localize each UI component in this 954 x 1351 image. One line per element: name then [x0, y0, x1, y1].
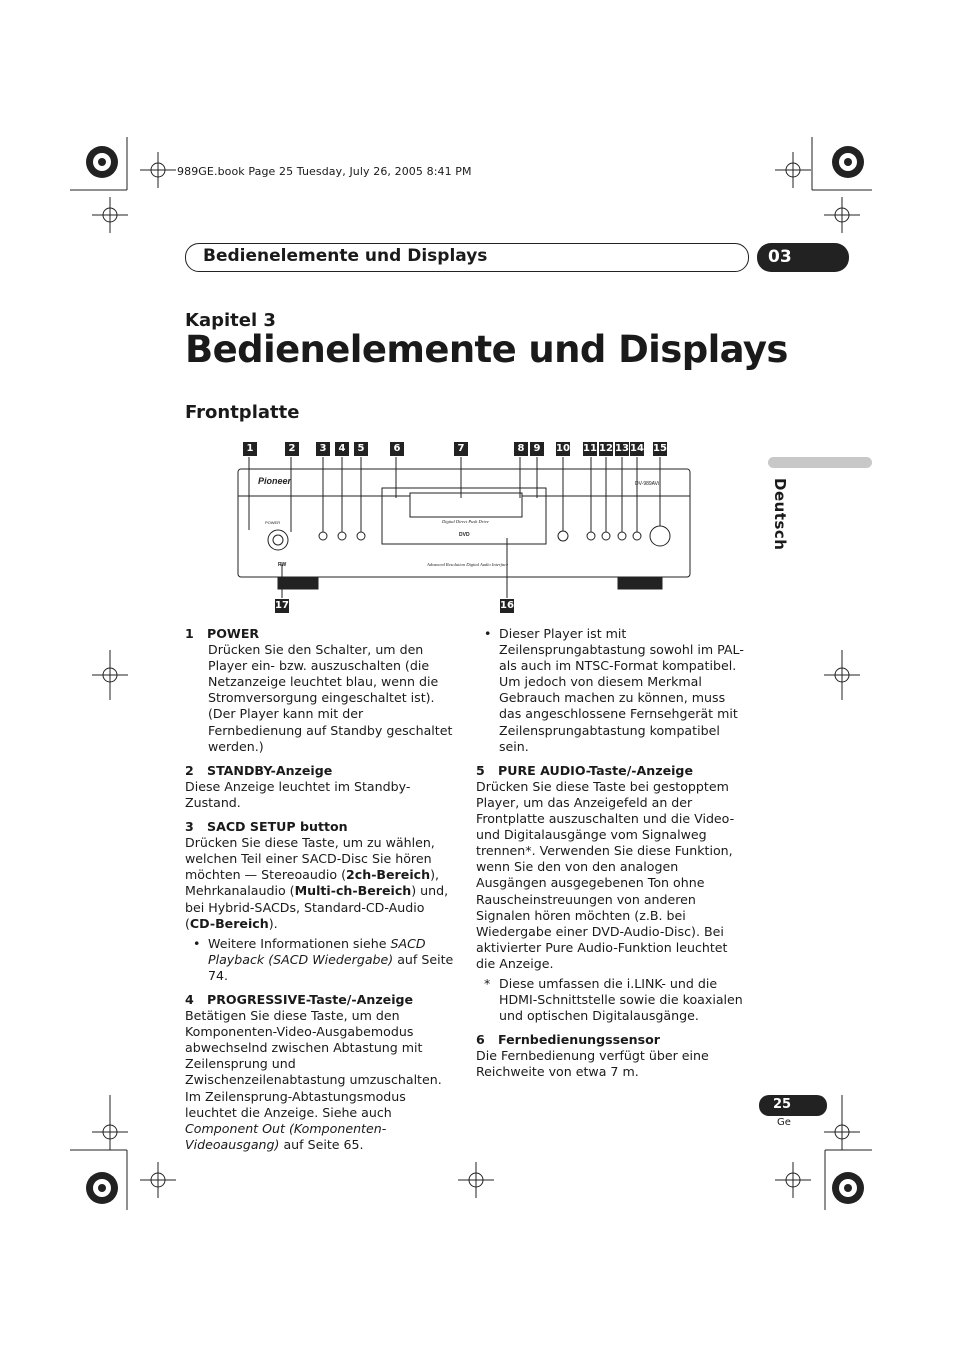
item-title: Fernbedienungssensor: [498, 1032, 661, 1048]
item-number: 4: [185, 991, 194, 1007]
header-title: Bedienelemente und Displays: [203, 246, 488, 266]
front-panel-drawing: [230, 438, 700, 618]
item-number: 5: [476, 762, 485, 778]
callout-14: 14: [630, 443, 644, 454]
front-panel-figure: [230, 438, 700, 618]
callout-5: 5: [354, 442, 368, 456]
callout-7: 7: [454, 442, 468, 456]
callout-17: 17: [275, 600, 289, 611]
item-body: Betätigen Sie diese Taste, um den Komponenten-Video-Ausgabemodus abwechselnd zwischen Abtastung mit Zeilensprung und Zwischenzeilenabtastung umzuschalten. Im Zeilensprung-Abtastungsmodus leuchtet die Anzeige. Siehe auch Component Out (Komponenten-Videoausgang) auf Seite 65.: [185, 1008, 442, 1152]
item-body: Drücken Sie den Schalter, um den Player ein- bzw. auszuschalten (die Netzanzeige leuchtet blau, wenn die Stromversorgung eingeschaltet ist). (Der Player kann mit der Fernbedienung auf Standby geschaltet werden.): [208, 642, 453, 754]
item-title: PURE AUDIO-Taste/-Anzeige: [498, 762, 693, 778]
item-number: 6: [476, 1032, 485, 1048]
language-tab: [768, 457, 872, 468]
compat-bullet: • Dieser Player ist mit Zeilensprungabtastung sowohl im PAL- als auch im NTSC-Format kompatibel. Um jedoch von diesem Merkmal Gebrauch machen zu können, muss das angeschlossene Fernsehgerät mit Zeilensprungabtastung kompatibel sein.: [484, 626, 744, 754]
section-title: Frontplatte: [185, 402, 300, 423]
callout-1: 1: [243, 442, 257, 456]
callout-13: 13: [615, 443, 629, 454]
tray-text: Digital Direct Push Drive: [442, 519, 489, 524]
item-body: Drücken Sie diese Taste, um zu wählen, welchen Teil einer SACD-Disc Sie hören möchten — Stereoaudio (2ch-Bereich), Mehrkanalaudio (Multi-ch-Bereich) und, bei Hybrid-SACDs, Standard-CD-Audio (CD-Bereich).: [185, 835, 449, 931]
item-body: Diese Anzeige leuchtet im Standby-Zustand.: [185, 778, 411, 810]
chapter-label: Kapitel 3: [185, 310, 276, 331]
dvd-logo: DVD: [459, 532, 470, 538]
page-title: Bedienelemente und Displays: [185, 328, 788, 371]
callout-2: 2: [285, 442, 299, 456]
item-number: 1: [185, 626, 194, 641]
item-body: Die Fernbedienung verfügt über eine Reichweite von etwa 7 m.: [476, 1048, 709, 1080]
callout-9: 9: [530, 442, 544, 456]
power-label: POWER: [265, 520, 281, 525]
item-bullet: • Weitere Informationen siehe SACD Playback (SACD Wiedergabe) auf Seite 74.: [193, 935, 454, 983]
callout-11: 11: [583, 443, 597, 454]
item-title: STANDBY-Anzeige: [207, 762, 333, 778]
item-title: PROGRESSIVE-Taste/-Anzeige: [207, 991, 414, 1007]
callout-8: 8: [514, 442, 528, 456]
item-body: Drücken Sie diese Taste bei gestopptem Player, um das Anzeigefeld an der Frontplatte auszuschalten und die Video- und Digitalausgänge vom Signalweg trennen*. Verwenden Sie diese Funktion, wenn Sie den von den analogen Ausgängen ausgegebenen Ton ohne Rauscheinstreuungen von anderen Signalen hören möchten (z.B. bei Wiedergabe einer DVD-Audio-Disc). Bei aktivierter Pure Audio-Funktion leuchtet die Anzeige.: [476, 778, 735, 971]
callout-6: 6: [390, 442, 404, 456]
item-number: 3: [185, 819, 194, 835]
page-number-badge: [759, 1095, 827, 1116]
item-title: POWER: [207, 626, 260, 641]
language-code: Ge: [777, 1117, 791, 1128]
callout-10: 10: [556, 443, 570, 454]
item-title: SACD SETUP button: [207, 819, 348, 835]
language-label: Deutsch: [771, 478, 789, 551]
callout-12: 12: [599, 443, 613, 454]
item-note: * Diese umfassen die i.LINK- und die HDMI-Schnittstelle sowie die koaxialen und optischen Digitalausgänge.: [484, 975, 743, 1024]
item-number: 2: [185, 762, 194, 778]
brand-logo: Pioneer: [258, 476, 292, 486]
file-stamp: 989GE.book Page 25 Tuesday, July 26, 2005 8:41 PM: [177, 165, 472, 178]
left-column: [185, 626, 455, 1153]
callout-16: 16: [500, 600, 514, 611]
interface-text: Advanced Resolution Digital Audio Interface: [427, 562, 509, 567]
callout-15: 15: [653, 443, 667, 454]
chapter-number: 03: [768, 247, 792, 267]
page-number: 25: [773, 1097, 792, 1112]
callout-3: 3: [316, 442, 330, 456]
rw-logo: RW: [278, 562, 287, 568]
callout-4: 4: [335, 442, 349, 456]
model-name: DV-989AVi: [635, 481, 659, 487]
right-column: [476, 626, 746, 1081]
